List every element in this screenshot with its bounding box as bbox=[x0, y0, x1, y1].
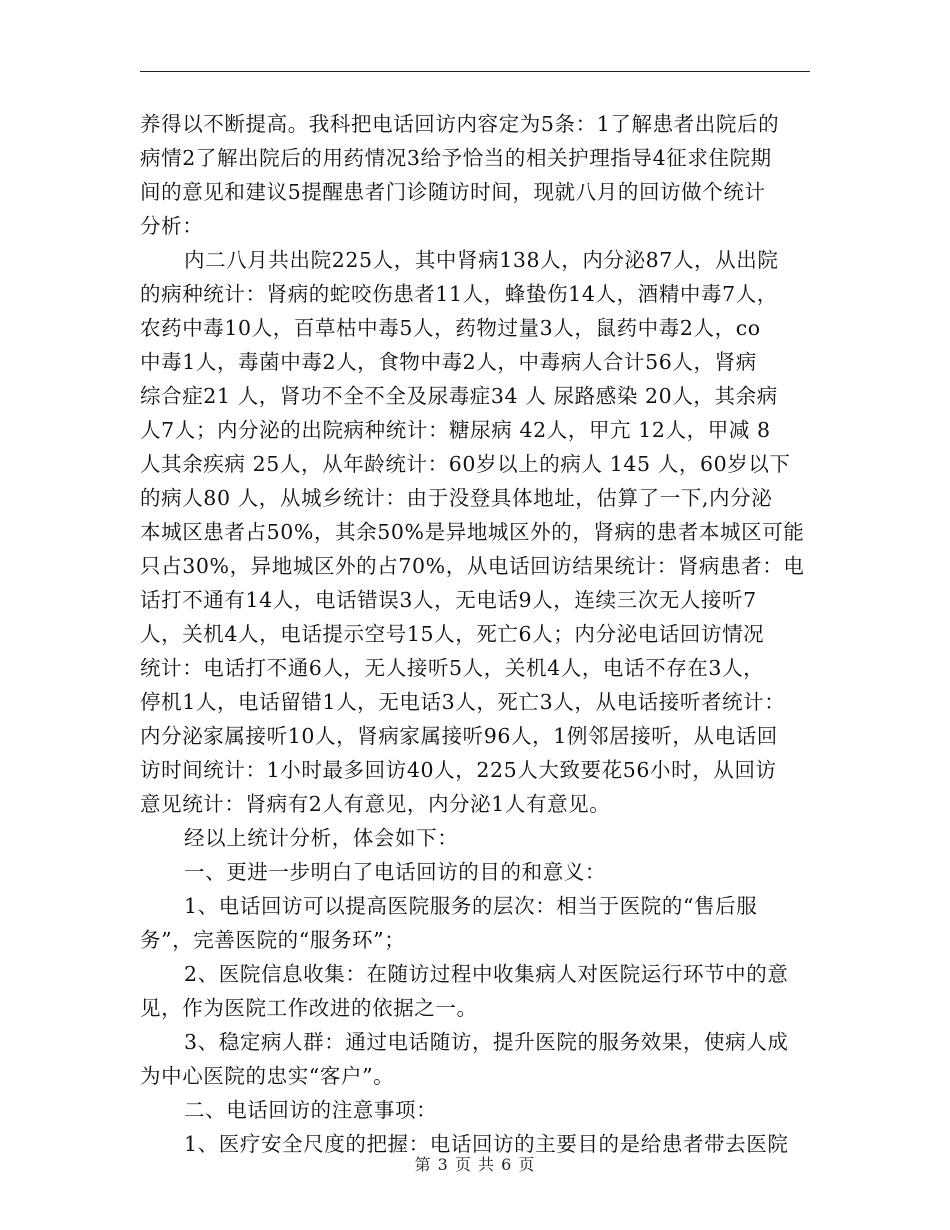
text-line: 统计：电话打不通6人，无人接听5人，关机4人，电话不存在3人， bbox=[140, 656, 765, 680]
text-line: 见，作为医院工作改进的依据之一。 bbox=[140, 996, 478, 1020]
text-line: 人，关机4人，电话提示空号15人，死亡6人；内分泌电话回访情况 bbox=[140, 622, 765, 646]
text-line: 间的意见和建议5提醒患者门诊随访时间，现就八月的回访做个统计 bbox=[140, 180, 766, 204]
text-line: 意见统计：肾病有2人有意见，内分泌1人有意见。 bbox=[140, 792, 611, 816]
text-line: 的病种统计：肾病的蛇咬伤患者11人，蜂蛰伤14人，酒精中毒7人， bbox=[140, 282, 778, 306]
text-line: 只占30%，异地城区外的占70%，从电话回访结果统计：肾病患者：电 bbox=[140, 554, 805, 578]
paragraph-start-line: 2、医院信息收集：在随访过程中收集病人对医院运行环节中的意 bbox=[184, 962, 789, 986]
paragraph-start-line: 1、医疗安全尺度的把握：电话回访的主要目的是给患者带去医院 bbox=[184, 1132, 789, 1156]
text-line: 人7人；内分泌的出院病种统计：糖尿病 42人，甲亢 12人，甲减 8 bbox=[140, 418, 771, 442]
paragraph-start-line: 3、稳定病人群：通过电话随访，提升医院的服务效果，使病人成 bbox=[184, 1030, 789, 1054]
document-body bbox=[140, 107, 816, 1161]
paragraph-start-line: 1、电话回访可以提高医院服务的层次：相当于医院的“售后服 bbox=[184, 894, 758, 918]
text-line: 访时间统计：1小时最多回访40人，225人大致要花56小时，从回访 bbox=[140, 758, 777, 782]
page-number-footer: 第 3 页 共 6 页 bbox=[414, 1155, 536, 1174]
text-line: 话打不通有14人，电话错误3人，无电话9人，连续三次无人接听7 bbox=[140, 588, 757, 612]
text-line: 内分泌家属接听10人，肾病家属接听96人，1例邻居接听，从电话回 bbox=[140, 724, 778, 748]
section-heading: 一、更进一步明白了电话回访的目的和意义： bbox=[184, 860, 606, 884]
text-line: 分析： bbox=[140, 214, 204, 238]
text-line: 务”，完善医院的“服务环”； bbox=[140, 928, 406, 952]
text-line: 中毒1人，毒菌中毒2人，食物中毒2人，中毒病人合计56人，肾病 bbox=[140, 350, 757, 374]
text-line: 为中心医院的忠实“客户”。 bbox=[140, 1064, 395, 1088]
text-line: 综合症21 人，肾功不全不全及尿毒症34 人 尿路感染 20人，其余病 bbox=[140, 384, 778, 408]
header-rule bbox=[140, 71, 810, 72]
text-line: 本城区患者占50%，其余50%是异地城区外的，肾病的患者本城区可能 bbox=[140, 520, 805, 544]
section-heading: 二、电话回访的注意事项： bbox=[184, 1098, 438, 1122]
text-line: 的病人80 人，从城乡统计：由于没登具体地址，估算了一下,内分泌 bbox=[140, 486, 773, 510]
text-line: 病情2了解出院后的用药情况3给予恰当的相关护理指导4征求住院期 bbox=[140, 146, 772, 170]
paragraph-start-line: 内二八月共出院225人，其中肾病138人，内分泌87人，从出院 bbox=[184, 248, 779, 272]
text-line: 停机1人，电话留错1人，无电话3人，死亡3人，从电话接听者统计： bbox=[140, 690, 786, 714]
text-line: 农药中毒10人，百草枯中毒5人，药物过量3人，鼠药中毒2人，co bbox=[140, 316, 761, 340]
text-line: 养得以不断提高。我科把电话回访内容定为5条：1了解患者出院后的 bbox=[140, 112, 780, 136]
text-line: 人其余疾病 25人，从年龄统计：60岁以上的病人 145 人，60岁以下 bbox=[140, 452, 791, 476]
paragraph-start-line: 经以上统计分析，体会如下： bbox=[184, 826, 459, 850]
